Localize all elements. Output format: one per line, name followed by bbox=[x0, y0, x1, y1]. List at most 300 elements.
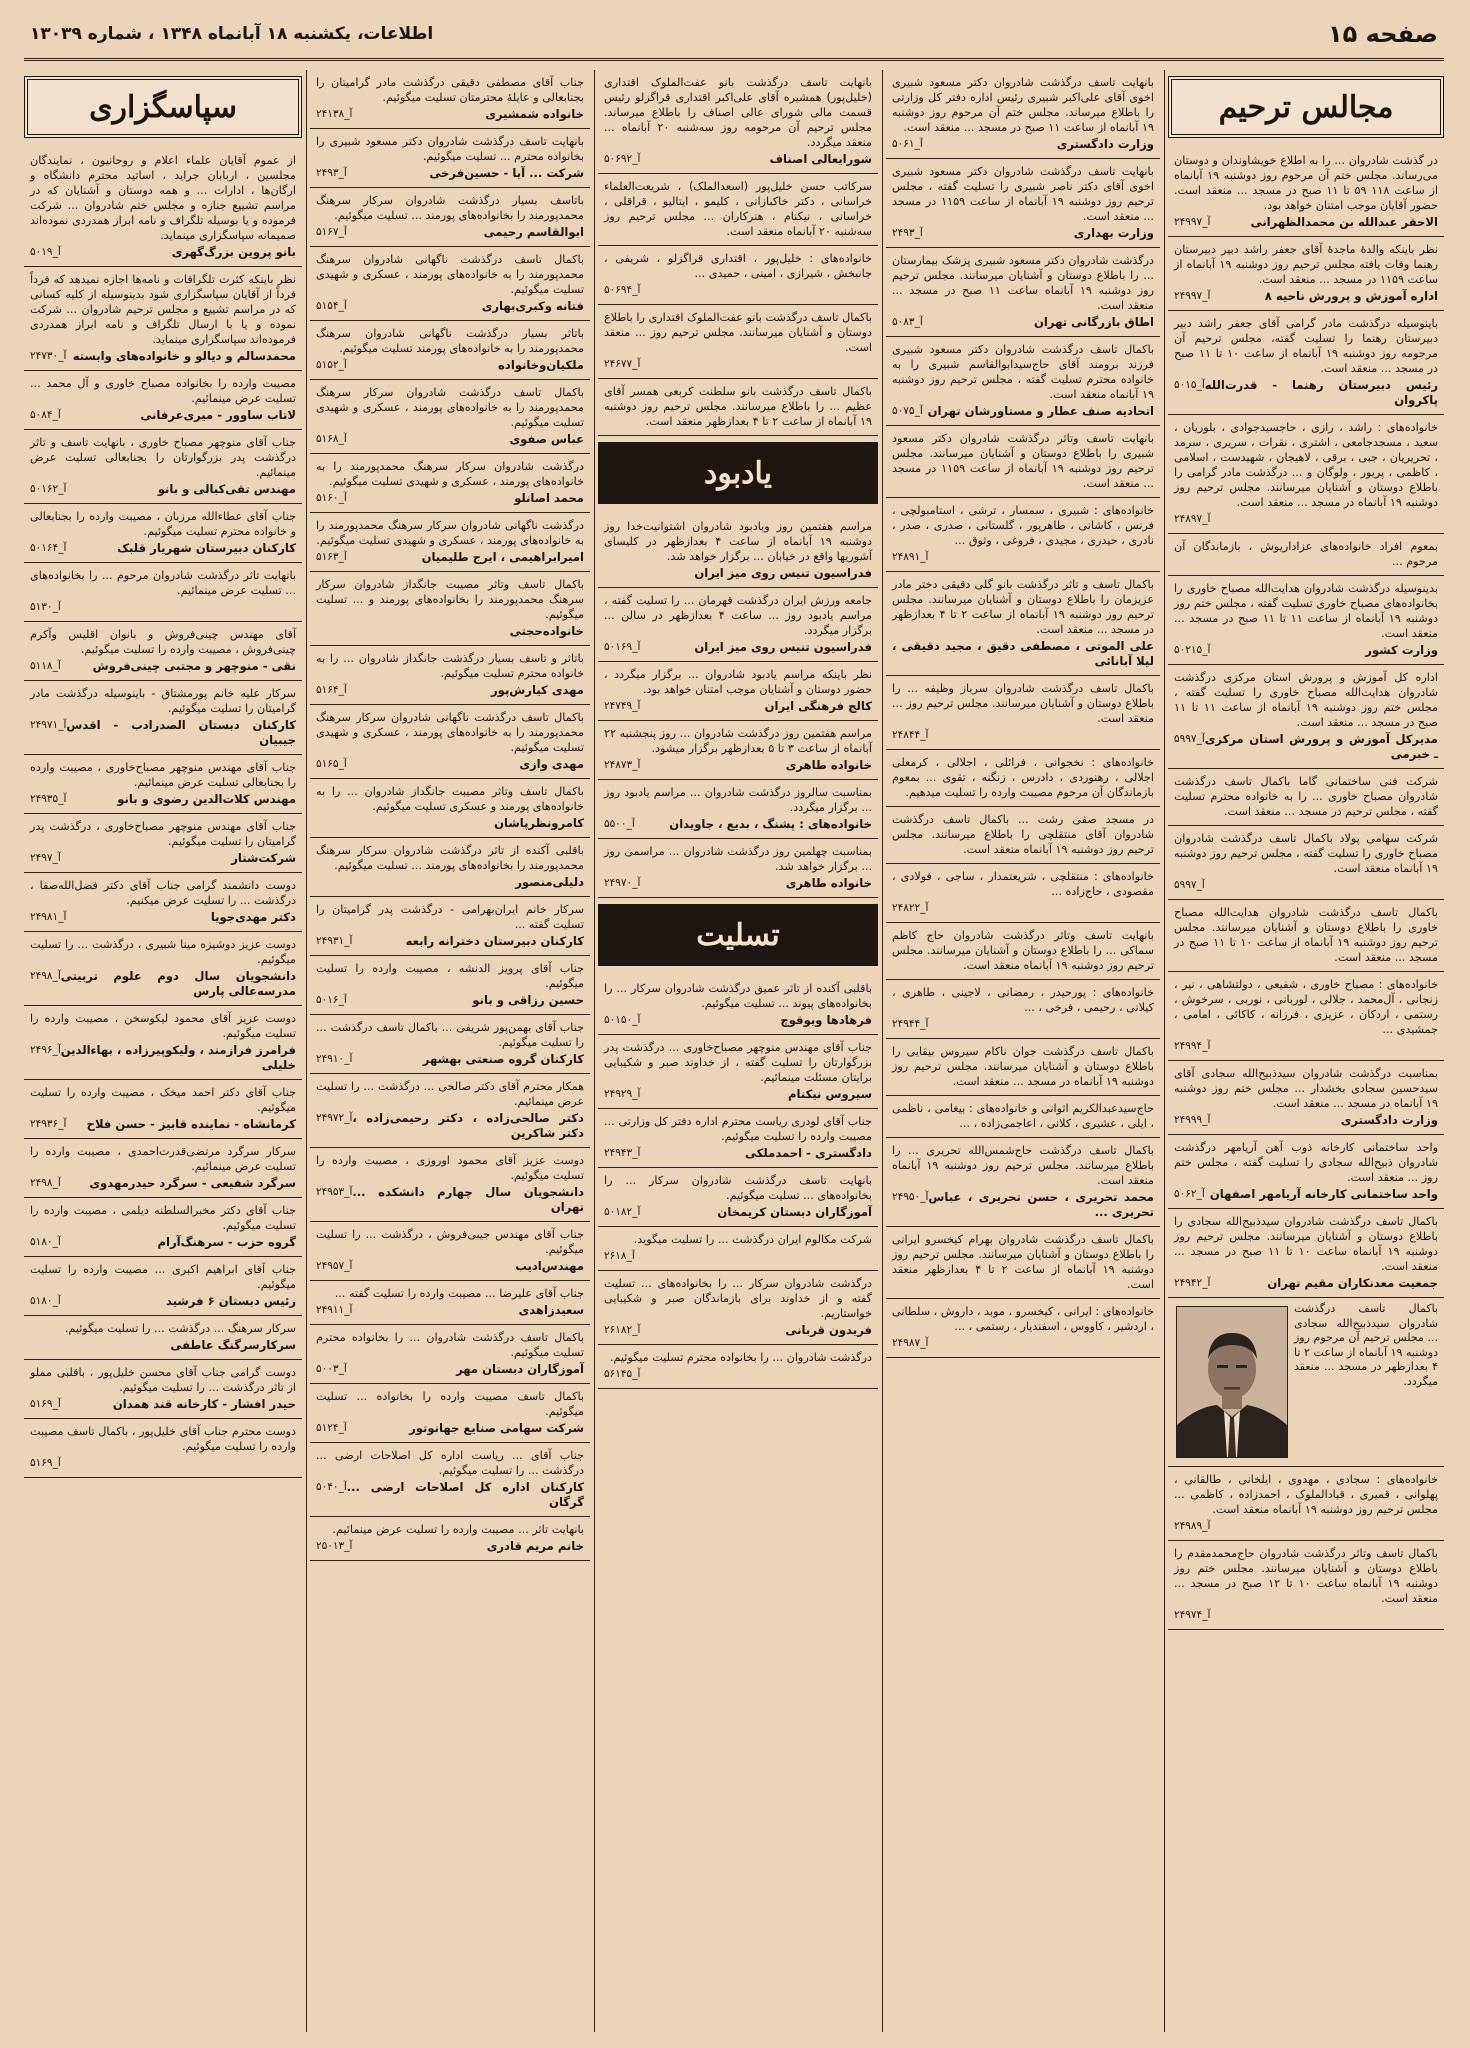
ad-code: آ_۲۴۹۳۶ bbox=[30, 1118, 67, 1130]
ad-code: آ_۲۴۸۹۱ bbox=[892, 551, 929, 563]
notice-signature-row bbox=[604, 1146, 872, 1161]
notice-item bbox=[310, 1517, 590, 1561]
notice-signature: کالج فرهنگی ایران bbox=[764, 699, 872, 713]
notice-item bbox=[24, 1080, 302, 1139]
ad-code: آ_۲۴۹۹۹ bbox=[1174, 1114, 1211, 1126]
notice-text: باکمال تاسف درگذشت شادروان دکتر مسعود شبیری فرزند برومند آقای حاج‌سیدابوالقاسم شبیری را به خانواده محترم تسلیت گفته ، مجلس ترحیم روز دوشنبه ۱۹ آبانماه منعقد است. bbox=[892, 343, 1154, 401]
notice-text: جناب آقای مهندس منوچهر مصباح‌خاوری ... درگذشت پدر بزرگوارتان را تسلیت گفته ، از خداوند صبر و شکیبایی برایتان مسئلت مینمائیم. bbox=[604, 1041, 872, 1084]
notice-text: نظر باینکه والدهٔ ماجدهٔ آقای جعفر راشد دبیر دبیرستان رهنما وفات یافته مجلس ترحیم روز دوشنبه ۱۹ آبانماه از ساعت ۱۱۵۹ در مسجد ... منعقد است. bbox=[1174, 243, 1438, 286]
notice-item bbox=[1168, 769, 1444, 826]
notice-item bbox=[598, 1168, 878, 1227]
notice-signature-row bbox=[892, 1190, 1154, 1220]
ad-code: آ_۵۱۶۴ bbox=[316, 684, 347, 696]
notice-item bbox=[24, 504, 302, 563]
notice-signature: فدراسیون تنیس روی میز ایران bbox=[694, 640, 872, 654]
notice-item bbox=[598, 839, 878, 898]
notice-text: باکمال تاسف درگذشت شادروان بهرام کیخسرو ایرانی را باطلاع دوستان و آشنایان میرسانند. مجلس ترحیم روز دوشنبه ۱۹ آبانماه از ساعت ۲ تا ۴ بعدازظهر منعقد است. bbox=[892, 1233, 1154, 1291]
notice-signature: الاحقر عبدالله بن محمدالظهرانی bbox=[1250, 215, 1438, 229]
notice-signature-row bbox=[30, 969, 296, 999]
notice-signature-row bbox=[30, 1294, 296, 1309]
notice-signature: خانواده طاهری bbox=[785, 758, 872, 772]
notice-text: باقلبی آکنده از تاثر عمیق درگذشت شادروان سرکار ... را بخانواده‌های پیوند ... تسلیت میگوئیم. bbox=[604, 982, 872, 1010]
notice-text: دوست دانشمند گرامی جناب آقای دکتر فضل‌الله‌صفا ، درگذشت ... را تسلیت عرض میکنیم. bbox=[30, 879, 296, 907]
notice-signature-row bbox=[316, 1303, 584, 1318]
ad-code: آ_۵۹۹۷ bbox=[1174, 879, 1205, 891]
notice-item bbox=[24, 814, 302, 873]
notice-item bbox=[310, 1281, 590, 1325]
column-1-mourning bbox=[1168, 70, 1444, 2032]
notice-signature: لاتاب ساوور - میری‌عرفانی bbox=[140, 408, 296, 422]
ad-code: آ_۵۰۱۶ bbox=[316, 994, 347, 1006]
section-title-mourning: مجالس ترحیم bbox=[1168, 76, 1444, 138]
notice-signature: مهندس کلات‌الدین رضوی و بانو bbox=[117, 792, 296, 806]
notice-item bbox=[1168, 237, 1444, 311]
notice-signature-row bbox=[30, 541, 296, 556]
notice-text: شرکت سهامی پولاد باکمال تاسف درگذشت شادروان مصباح خاوری را تسلیت گفته ، مجلس ترحیم روز دوشنبه ۱۹ آبانماه منعقد است. bbox=[1174, 832, 1438, 875]
notice-text: خانواده‌های : مصباح خاوری ، شفیعی ، دولتشاهی ، نیر ، زنجانی ، آل‌محمد ، جلالی ، لوربانی ، نوربی ، سرخوش ، رستمی ، اردکان ، عزیزی ، فرزانه ، کاکائی ، امامی ، جمشیدی ... bbox=[1174, 978, 1438, 1036]
notice-signature: کارکنان دبستان الصدرادب - اقدس جیبیان bbox=[66, 718, 296, 747]
notice-item bbox=[1168, 1061, 1444, 1135]
notice-text: در گذشت شادروان ... را به اطلاع خویشاوندان و دوستان می‌رساند. مجلس ختم آن مرحوم روز دوشنبه ۱۹ آبانماه از ساعت ۱۱۸ ۵۹ تا ۱۱ صبح در مسجد ... منعقد است. حضور آقایان موجب امتنان خواهد بود. bbox=[1174, 154, 1438, 212]
section-title-thanks: سپاسگزاری bbox=[24, 76, 302, 138]
notice-signature: علی الموتی ، مصطفی دقیق ، مجید دقیقی ، لیلا آبانائی bbox=[892, 639, 1154, 668]
notice-text: باتاثر بسیار درگذشت ناگهانی شادروان سرهنگ محمدپورمند را به خانواده‌های پورمند تسلیت میگوئیم. bbox=[316, 327, 584, 355]
notice-text: بانهایت تاسف وتاثر درگذشت شادروان دکتر مسعود شبیری را باطلاع دوستان و آشنایان میرسانند. مجلس ترحیم روز دوشنبه ۱۹ آبانماه از ساعت ۱۱۵۹ در مسجد ... منعقد است. bbox=[892, 432, 1154, 490]
notice-text: باکمال تاسف درگذشت جوان ناکام سیروس بیقایی را باطلاع دوستان و آشنایان میرسانند. مجلس ترحیم روز دوشنبه ۱۹ آبانماه در مسجد ... منعقد است. bbox=[892, 1045, 1154, 1088]
ad-code: آ_۲۴۹۸۱ bbox=[30, 911, 67, 923]
paper-date-issue: اطلاعات، یکشنبه ۱۸ آبانماه ۱۳۴۸ ، شماره ۱۳۰۳۹ bbox=[30, 24, 434, 44]
ad-code: آ_۲۴۹۷۰ bbox=[604, 877, 641, 889]
ad-code: آ_۵۰۱۸۲ bbox=[604, 1206, 641, 1218]
notice-item bbox=[598, 70, 878, 174]
ad-code: آ_۲۴۹۷ bbox=[30, 852, 61, 864]
notice-signature-row bbox=[892, 226, 1154, 241]
notice-item bbox=[24, 1139, 302, 1198]
notice-signature: خانواده طاهری bbox=[785, 876, 872, 890]
notice-signature-row bbox=[316, 166, 584, 181]
notice-signature-row bbox=[316, 358, 584, 373]
notice-signature-row bbox=[316, 1539, 584, 1554]
ad-code: آ_۵۱۶۹ bbox=[30, 1457, 61, 1469]
notice-text: بانهایت تاسف درگذشت شادروان دکتر مسعود شبیری اخوی آقای دکتر ناصر شبیری را تسلیت گفته ، مجلس ترحیم روز دوشنبه ۱۹ آبانماه از ساعت ۱۱۵۹ در مسجد ... منعقد است. bbox=[892, 165, 1154, 223]
notice-item bbox=[886, 337, 1160, 426]
notice-signature-row bbox=[316, 550, 584, 565]
ad-code: آ_۲۴۹۳ bbox=[316, 167, 347, 179]
notice-text: جامعه ورزش ایران درگذشت قهرمان ... را تسلیت گفته ، مراسم یادبود روز ... ساعت ۴ بعدازظهر در سالن ... برگزار میگردد. bbox=[604, 594, 872, 637]
ad-code: آ_۵۱۶۰ bbox=[316, 492, 347, 504]
ad-code: آ_۵۰۶۹۲ bbox=[604, 153, 641, 165]
notice-text: شرکت فنی ساختمانی گاما باکمال تاسف درگذشت شادروان مصباح خاوری ... را به خانواده محترم تسلیت گفته ، مجلس ترحیم در مسجد ... منعقد است. bbox=[1174, 775, 1438, 818]
notice-signature: ملکیان‌وخانواده bbox=[498, 358, 584, 372]
notice-item bbox=[1168, 1135, 1444, 1209]
notice-signature: محمد تحریری ، حسن تحریری ، عباس تحریری ... bbox=[928, 1190, 1154, 1219]
ad-code: آ_۲۴۹۵۷ bbox=[316, 1260, 353, 1272]
notice-signature: حسین رزاقی و بانو bbox=[472, 993, 584, 1007]
notice-item bbox=[1168, 826, 1444, 900]
page-masthead bbox=[24, 14, 1444, 61]
notice-text: دوست محترم جناب آقای خلیل‌پور ، باکمال تاسف مصیبت وارده را تسلیت میگوئیم. bbox=[30, 1425, 296, 1453]
notice-signature-row bbox=[316, 299, 584, 314]
ad-code: آ_۲۴۹۷۲ bbox=[316, 1112, 353, 1124]
notice-signature-row bbox=[604, 758, 872, 773]
ad-code: آ_۵۰۱۶۹ bbox=[604, 641, 641, 653]
notice-signature-row bbox=[30, 349, 296, 364]
notice-text: بمناسبت چهلمین روز درگذشت شادروان ... مراسمی روز ... برگزار خواهد شد. bbox=[604, 845, 872, 873]
notice-signature-row bbox=[30, 1397, 296, 1412]
notice-item bbox=[886, 248, 1160, 337]
notice-signature-row bbox=[604, 1013, 872, 1028]
notice-text: بدینوسیله درگذشت شادروان هدایت‌الله مصباح خاوری را بخانواده‌های مصباح خاوری تسلیت گفته ، مجلس ختم روز دوشنبه ۱۹ آبانماه از ساعت ۱۱ تا ۱۱ صبح در مسجد ... منعقد است. bbox=[1174, 582, 1438, 640]
ad-code: آ_۵۰۱۵۰ bbox=[604, 1014, 641, 1026]
notice-item bbox=[598, 662, 878, 721]
notice-item bbox=[24, 1360, 302, 1419]
notice-signature: سرگرد شفیعی - سرگرد حیدرمهدوی bbox=[89, 1176, 296, 1190]
notice-text: سرکار علیه خانم پورمشتاق - باینوسیله درگذشت مادر گرامیتان را تسلیت میگوئیم. bbox=[30, 687, 296, 715]
notice-signature-row bbox=[1174, 1608, 1438, 1623]
notice-text: سرکار سرگرد مرتضی‌قدرت‌احمدی ، مصیبت وارده را تسلیت عرض مینمائیم. bbox=[30, 1145, 296, 1173]
notice-item bbox=[24, 267, 302, 371]
ad-code: آ_۲۴۷۴۹ bbox=[604, 700, 641, 712]
notice-text: جناب آقای لودری ریاست محترم اداره دفتر کل وزارتی ... مصیبت وارده را تسلیت میگوئیم. bbox=[604, 1115, 872, 1143]
ad-code: آ_۲۴۹۱۱ bbox=[316, 1304, 353, 1316]
ad-code: آ_۲۴۸۲۲ bbox=[892, 902, 929, 914]
notice-item bbox=[1168, 1541, 1444, 1630]
ad-code: آ_۵۰۸۳ bbox=[892, 316, 923, 328]
notice-item bbox=[886, 70, 1160, 159]
notice-text: جناب آقای ابراهیم اکبری ... مصیبت وارده را تسلیت میگوئیم. bbox=[30, 1263, 296, 1291]
column-divider bbox=[306, 70, 307, 2032]
ad-code: آ_۵۱۵۴ bbox=[316, 300, 347, 312]
notice-signature: آموزگاران دبستان مهر bbox=[456, 1362, 584, 1376]
notice-signature-row bbox=[892, 137, 1154, 152]
notice-signature-row bbox=[892, 315, 1154, 330]
notices-list bbox=[1168, 1467, 1444, 1630]
notice-text: بمناسبت درگذشت شادروان سیدذبیح‌الله سجادی آقای سیدحسین سجادی بخشدار ... مجلس ختم روز دوشنبه ۱۹ آبانماه در مسجد ... منعقد است. bbox=[1174, 1067, 1438, 1110]
ad-code: آ_۵۱۲۴ bbox=[316, 1422, 347, 1434]
notice-text: جناب آقای ... ریاست اداره کل اصلاحات ارضی ... درگذشت ... را تسلیت میگوئیم. bbox=[316, 1449, 584, 1477]
notice-text: بانهایت تاسف درگذشت شادروان سرکار ... را بخانواده‌های ... تسلیت میگوئیم. bbox=[604, 1174, 872, 1202]
ad-code: آ_۲۴۹۲۹ bbox=[604, 1088, 641, 1100]
notice-text: جناب آقای عطاءالله مرزبان ، مصیبت وارده را بجنابعالی و خانواده محترم تسلیت میگوئیم. bbox=[30, 510, 296, 538]
notices-list bbox=[598, 70, 878, 436]
notice-signature-row bbox=[30, 245, 296, 260]
notice-item bbox=[1168, 311, 1444, 415]
notice-item bbox=[598, 1035, 878, 1109]
notice-text: در مسجد صفی رشت ... باکمال تاسف درگذشت شادروان آقای منتقلچی را باطلاع میرسانند. مجلس ترحیم روز دوشنبه ۱۹ آبانماه منعقد است. bbox=[892, 813, 1154, 856]
notice-item bbox=[24, 932, 302, 1006]
ad-code: آ_۲۴۸۷۳ bbox=[604, 759, 641, 771]
ad-code: آ_۲۵۰۱۳ bbox=[316, 1540, 353, 1552]
notice-signature: مهندس‌ادیب bbox=[515, 1259, 584, 1273]
notice-signature-row bbox=[316, 1480, 584, 1510]
notice-text: دوست عزیز دوشیزه مینا شبیری ، درگذشت ... را تسلیت میگوئیم. bbox=[30, 938, 296, 966]
notice-text: مراسم هفتمین روز وبادبود شادروان اشتوانیت‌خدا روز دوشنبه ۱۹ آبانماه از ساعت ۴ بعدازظهر در کلیسای آشوریها واقع در خیابان ... برگزار خواهد شد. bbox=[604, 520, 872, 563]
notice-signature-row bbox=[892, 728, 1154, 743]
notice-signature-row bbox=[604, 357, 872, 372]
notice-signature-row bbox=[30, 408, 296, 423]
notice-signature-row bbox=[316, 624, 584, 639]
ad-code: آ_۲۴۹۳۱ bbox=[316, 935, 353, 947]
notice-text: حاج‌سیدعبدالکریم اثوانی و خانواده‌های : بیغامی ، ناظمی ، ایلی ، عشیری ، کلانی ، اعاجمی‌زاده ، ... bbox=[892, 1102, 1154, 1130]
notice-text: جناب آقای بهمن‌پور شریفی ... باکمال تاسف درگذشت ... را تسلیت میگوئیم. bbox=[316, 1021, 584, 1049]
notice-item bbox=[598, 588, 878, 662]
notice-signature: بانو پروین بزرگ‌گهری bbox=[171, 245, 296, 259]
portrait-photo bbox=[1176, 1306, 1288, 1458]
ad-code: آ_۵۰۶۲ bbox=[1174, 1188, 1205, 1200]
ad-code: آ_۲۴۸۴۴ bbox=[892, 729, 929, 741]
ad-code: آ_۵۱۶۷ bbox=[316, 226, 347, 238]
ad-code: آ_۵۵۰۰ bbox=[604, 818, 635, 830]
notice-signature: مهندس تقی‌کبالی و بانو bbox=[157, 482, 296, 496]
notice-text: بانهایت تاسف درگذشت شادروان دکتر مسعود شبیری را بخانواده محترم ... تسلیت میگوئیم. bbox=[316, 135, 584, 163]
ad-code: آ_۲۴۹۷۱ bbox=[30, 719, 67, 731]
notice-item bbox=[310, 897, 590, 956]
notice-signature-row bbox=[316, 816, 584, 831]
ad-code: آ_۲۶۱۸ bbox=[604, 1250, 635, 1262]
notice-signature-row bbox=[30, 1176, 296, 1191]
notice-signature-row bbox=[1174, 1187, 1438, 1202]
notice-signature-row bbox=[1174, 512, 1438, 527]
notice-text: جناب آقای مصطفی دقیقی درگذشت مادر گرامیتان را بجنابعالی و عایلهٔ محترمتان تسلیت میگوئیم. bbox=[316, 76, 584, 104]
notice-signature: عباس صفوی bbox=[509, 432, 584, 446]
notice-signature-row bbox=[316, 1111, 584, 1141]
notices-list bbox=[1168, 148, 1444, 1298]
notice-signature-row bbox=[316, 757, 584, 772]
ad-code: آ_۵۱۶۳ bbox=[316, 551, 347, 563]
column-4 bbox=[310, 70, 590, 2032]
notice-signature: دادگستری - احمدملکی bbox=[744, 1146, 872, 1160]
notice-signature: شرکت ... آیا - حسین‌فرخی bbox=[429, 166, 584, 180]
notice-signature: کارکنان دبیرستان دخترانه رابعه bbox=[405, 934, 584, 948]
notice-signature: کامرونظرپاشان bbox=[494, 816, 584, 830]
notice-signature-row bbox=[1174, 1113, 1438, 1128]
notice-signature-row bbox=[892, 639, 1154, 669]
notice-item bbox=[886, 426, 1160, 498]
notice-item bbox=[886, 923, 1160, 980]
notice-item bbox=[310, 513, 590, 572]
notice-item bbox=[598, 305, 878, 379]
notice-item bbox=[310, 321, 590, 380]
notice-text: واحد ساختمانی کارخانه ذوب آهن آریامهر درگذشت شادروان ذبیح‌الله سجادی را تسلیت گفته ، مجلس ختم روز ... منعقد است. bbox=[1174, 1141, 1438, 1184]
ad-code: آ_۲۴۹۹۷ bbox=[1174, 216, 1211, 228]
notice-signature-row bbox=[604, 1205, 872, 1220]
notice-signature-row bbox=[316, 683, 584, 698]
ad-code: آ_۲۴۹۸ bbox=[30, 970, 61, 982]
notice-signature-row bbox=[1174, 732, 1438, 762]
notice-signature-row bbox=[604, 1087, 872, 1102]
notice-item bbox=[1168, 1209, 1444, 1298]
notice-text: دوست گرامی جناب آقای محسن خلیل‌پور ، باقلبی مملو از تاثر درگذشت ... را تسلیت میگوئیم. bbox=[30, 1366, 296, 1394]
notice-signature: اداره آموزش و پرورش ناحیه ۸ bbox=[1264, 289, 1438, 303]
notice-signature-row bbox=[892, 901, 1154, 916]
photo-notice-text: باکمال تاسف درگذشت شادروان سیدذبیح‌الله سجادی ... مجلس ترحیم آن مرحوم روز دوشنبه ۱۹ آبانماه از ساعت ۲ تا ۴ بعدازظهر در مسجد ... منعقد میگردد. bbox=[1294, 1302, 1438, 1388]
notice-text: بانهایت تاسف وتاثر درگذشت شادروان حاج کاظم سماکی ... را باطلاع دوستان و آشنایان میرسانند. مجلس ترحیم روز دوشنبه ۱۹ آبانماه منعقد است. bbox=[892, 929, 1154, 972]
notice-signature-row bbox=[604, 1323, 872, 1338]
notice-item bbox=[598, 1271, 878, 1345]
notice-item bbox=[310, 956, 590, 1015]
notice-text: باقلبی آکنده از تاثر درگذشت شادروان سرکار سرهنگ محمدپورمند را بخانواده‌های پورمند ... تسلیت میگوئیم. bbox=[316, 844, 584, 872]
notice-text: دوست عزیز آقای محمود اوروزی ، مصیبت وارده را تسلیت میگوئیم. bbox=[316, 1154, 584, 1182]
notice-text: جناب آقای مهندس منوچهر مصباح‌خاوری ، مصیبت وارده را بجنابعالی تسلیت عرض مینمائیم. bbox=[30, 761, 296, 789]
notice-signature: فتانه وکبری‌بهاری bbox=[481, 299, 584, 313]
ad-code: آ_۲۴۸۹۷ bbox=[1174, 513, 1211, 525]
notice-signature-row bbox=[30, 659, 296, 674]
notice-text: درگذشت شادروان سرکار ... را بخانواده‌های ... تسلیت گفته و از خداوند برای بازماندگان صبر و شکیبایی خواستاریم. bbox=[604, 1277, 872, 1320]
ad-code: آ_۵۰۱۹ bbox=[30, 246, 61, 258]
notice-signature-row bbox=[604, 1249, 872, 1264]
notice-item bbox=[310, 247, 590, 321]
notice-signature-row bbox=[604, 817, 872, 832]
notice-signature: کارکنان اداره کل اصلاحات ارضی ... گرگان bbox=[346, 1480, 584, 1509]
notice-text: بانهایت تاسف درگذشت شادروان دکتر مسعود شبیری اخوی آقای علی‌اکبر شبیری رئیس اداره دفتر کل وزارتی را باطلاع میرساند. مجلس ختم آن مرحوم روز دوشنبه ۱۹ آبانماه از ساعت ۱۱ صبح در مسجد ... منعقد است. bbox=[892, 76, 1154, 134]
notice-item bbox=[886, 1299, 1160, 1358]
column-divider bbox=[1164, 70, 1165, 2032]
notice-signature: خانواده‌های : پشنگ ، بدیع ، جاویدان bbox=[669, 817, 872, 831]
notice-text: خانواده‌های : ایرانی ، کیخسرو ، موبد ، داروش ، سلطانی ، اردشیر ، کاووس ، اسفندیار ، رستمی ، ... bbox=[892, 1305, 1154, 1333]
notice-signature-row bbox=[1174, 1276, 1438, 1291]
notice-signature: اطاق بازرگانی تهران bbox=[1033, 315, 1154, 329]
notice-signature-row bbox=[316, 1259, 584, 1274]
notice-signature: وزارت بهداری bbox=[1073, 226, 1154, 240]
notice-text: باکمال تاسف درگذشت شادروان هدایت‌الله مصباح خاوری را باطلاع دوستان و آشنایان میرسانند. مجلس ترحیم روز دوشنبه ۱۹ آبانماه از ساعت ۱۰ تا ۱۱ صبح در مسجد ... منعقد است. bbox=[1174, 906, 1438, 964]
notice-item bbox=[598, 514, 878, 588]
notice-text: جناب آقای دکتر احمد میخک ، مصیبت وارده را تسلیت میگوئیم. bbox=[30, 1086, 296, 1114]
notice-item bbox=[310, 646, 590, 705]
notice-item bbox=[310, 779, 590, 838]
ad-code: آ_۲۴۹۹۴ bbox=[1174, 1040, 1211, 1052]
notice-signature: حیدر افشار - کارخانه قند همدان bbox=[112, 1397, 296, 1411]
notice-text: باکمال تاسف و تاثر درگذشت بانو گلی دقیقی دختر مادر عزیزمان را باطلاع دوستان و آشنایان میرسانند. مجلس ترحیم روز دوشنبه ۱۹ آبانماه از ساعت ۲ تا ۴ بعدازظهر در مسجد ... منعقد است. bbox=[892, 578, 1154, 636]
notice-text: درگذشت شادروان سرکار سرهنگ محمدپورمند را به خانواده‌های پورمند ، عسکری و شهیدی تسلیت میگوئیم. bbox=[316, 460, 584, 488]
notice-signature: خانواده‌حجتی bbox=[509, 624, 584, 638]
notice-item bbox=[310, 188, 590, 247]
notice-signature: اتحادیه صنف عطار و مستاورشان تهران bbox=[927, 404, 1154, 418]
notice-item bbox=[1168, 576, 1444, 665]
column-divider bbox=[594, 70, 595, 2032]
notice-text: باکمال تاسف درگذشت شادروان سرباز وظیفه ... را باطلاع دوستان و آشنایان میرسانند. مجلس ترحیم روز ... منعقد است. bbox=[892, 682, 1154, 725]
ad-code: آ_۲۴۹۴۲ bbox=[1174, 1277, 1211, 1289]
notice-signature-row bbox=[1174, 643, 1438, 658]
notice-signature-row bbox=[316, 1362, 584, 1377]
notice-signature: آموزگاران دبستان کریمخان bbox=[717, 1205, 872, 1219]
notice-signature: محمدسالم و دیالو و خانواده‌های وابسته bbox=[72, 349, 296, 363]
notice-item bbox=[1168, 1467, 1444, 1541]
ad-code: آ_۵۰۶۱ bbox=[892, 138, 923, 150]
notice-signature: خانواده شمشیری bbox=[485, 107, 584, 121]
notice-item bbox=[310, 838, 590, 897]
thanks-list bbox=[24, 148, 302, 371]
notice-signature: کارکنان دبیرستان شهریار قلبک bbox=[117, 541, 296, 555]
ad-code: آ_۲۴۹۷۴ bbox=[1174, 1609, 1211, 1621]
ad-code: آ_۲۴۹۵۰ bbox=[892, 1191, 929, 1203]
notice-signature-row bbox=[892, 1336, 1154, 1351]
notice-signature-row bbox=[30, 851, 296, 866]
ad-code: آ_۲۴۶۷۷ bbox=[604, 358, 641, 370]
ad-code: آ_۵۱۶۵ bbox=[316, 758, 347, 770]
notice-text: درگذشت شادروان ... را بخانواده محترم تسلیت میگوئیم. bbox=[609, 1351, 872, 1364]
notice-text: باکمال تاسف درگذشت شادروان ... را بخانواده محترم تسلیت میگوئیم. bbox=[316, 1331, 584, 1359]
notice-item bbox=[886, 1138, 1160, 1227]
notice-signature-row bbox=[604, 566, 872, 581]
notices-list bbox=[598, 976, 878, 1389]
ad-code: آ_۵۱۸۰ bbox=[30, 1295, 61, 1307]
notice-item bbox=[886, 498, 1160, 572]
notice-item bbox=[310, 380, 590, 454]
notice-signature: شورایعالی اصناف bbox=[769, 152, 872, 166]
ad-code: آ_۵۰۱۶۲ bbox=[30, 483, 67, 495]
notice-text: باتاثر و تاسف بسیار درگذشت جانگداز شادروان ... را به خانواده محترم تسلیت میگوئیم. bbox=[316, 652, 584, 680]
notice-signature-row bbox=[604, 640, 872, 655]
notice-signature: مدیرکل آموزش و پرورش استان مرکزی ـ خبرمی bbox=[1204, 732, 1438, 761]
notice-text: بانهایت تاسف درگذشت بانو عفت‌الملوک اقتداری (خلیل‌پور) همشیره آقای علی‌اکبر اقتداری قراگزلو رئیس قسمت مالی شورای عالی اصناف را باطلاع میرساند. مجلس ترحیم آن مرحومه روز سه‌شنبه ۲۰ آبانماه ... منعقد میگردد. bbox=[604, 76, 873, 149]
notice-item bbox=[24, 1198, 302, 1257]
notice-text: سرکار سرهنگ ... درگذشت ... را تسلیت میگوئیم. bbox=[64, 1322, 296, 1335]
notice-item bbox=[886, 980, 1160, 1039]
notice-signature-row bbox=[316, 107, 584, 122]
notice-item bbox=[886, 1039, 1160, 1096]
notice-signature-row bbox=[1174, 878, 1438, 893]
notice-text: دوست عزیز آقای محمود لیکوسخن ، مصیبت وارده را تسلیت میگوئیم. bbox=[30, 1012, 296, 1040]
notice-text: جناب آقای دکتر مخبرالسلطنه دیلمی ، مصیبت وارده را تسلیت میگوئیم. bbox=[30, 1204, 296, 1232]
notice-signature: دانشجویان سال چهارم دانشکده ... تهران bbox=[352, 1185, 584, 1214]
notice-item bbox=[886, 572, 1160, 676]
notice-text: باکمال تاسف درگذشت بانو سلطنت کربعی همسر آقای عظیم ... را باطلاع میرسانند. مجلس ترحیم روز دوشنبه ۱۹ آبانماه از ساعت ۲ تا ۴ بعدازظهر منعقد است. bbox=[604, 385, 872, 428]
notice-signature-row bbox=[316, 491, 584, 506]
notice-signature-row bbox=[30, 600, 296, 615]
notice-item bbox=[310, 1222, 590, 1281]
notice-item bbox=[886, 1096, 1160, 1138]
notice-signature-row bbox=[30, 792, 296, 807]
ad-code: آ_۵۹۹۷ bbox=[1174, 733, 1205, 745]
ad-code: آ_۵۰۷۵ bbox=[892, 405, 923, 417]
ad-code: آ_۲۴۹۶ bbox=[30, 1044, 61, 1056]
notice-signature: واحد ساختمانی کارخانه آریامهر اصفهان bbox=[1209, 1187, 1438, 1201]
notice-signature: فریدون قربانی bbox=[785, 1323, 872, 1337]
notice-item bbox=[1168, 900, 1444, 972]
notice-item bbox=[598, 780, 878, 839]
notice-signature-row bbox=[316, 1185, 584, 1215]
notice-text: مصیبت وارده را بخانواده مصباح خاوری و آل محمد ... تسلیت عرض مینمائیم. bbox=[30, 377, 296, 405]
notice-text: از عموم آقایان علماء اعلام و روحانیون ، نمایندگان مجلسین ، اربابان جراید ، اساتید محترم دانشگاه و ارگان‌ها ، ادارات ... و همه دوستان و آشنایان که در مراسم تشییع جنازه و مجلس ختم شادروان ... شرکت فرموده و یا بوسیله تلگراف و نامه ابراز همدردی نموده‌اند صمیمانه سپاسگزاری مینماید. bbox=[30, 154, 296, 242]
notice-item bbox=[310, 572, 590, 646]
notice-text: همکار محترم آقای دکتر صالحی ... درگذشت ... را تسلیت عرض مینمائیم. bbox=[316, 1080, 584, 1108]
notice-signature: وزارت کشور bbox=[1365, 643, 1438, 657]
notice-item bbox=[24, 1257, 302, 1316]
notice-text: سرکاتب حسن خلیل‌پور (اسعدالملک) ، شریعت‌العلماء خراسانی ، دکتر خاکبازانی ، کلیمو ، ایتالیو ، قراقلی ، خراسانی ، نیکنام ، هنرکاران ... مجلس ترحیم روز سه‌شنبه ۲۰ آبانماه منعقد است. bbox=[604, 180, 872, 238]
notice-signature: سیروس نیکنام bbox=[788, 1087, 872, 1101]
notice-item bbox=[598, 1345, 878, 1389]
notice-signature-row bbox=[30, 1117, 296, 1132]
notice-item bbox=[1168, 415, 1444, 534]
notice-item bbox=[598, 246, 878, 305]
photo-notice bbox=[1168, 1298, 1444, 1467]
notice-signature-row bbox=[604, 152, 872, 167]
notice-item bbox=[24, 681, 302, 755]
notices-list bbox=[598, 514, 878, 898]
notice-signature-row bbox=[604, 1367, 872, 1382]
notice-text: مراسم هفتمین روز درگذشت شادروان ... روز پنجشنبه ۲۲ آبانماه از ساعت ۳ تا ۵ بعدازظهر برگزار میشود. bbox=[604, 727, 872, 755]
ad-code: آ_۵۱۵۲ bbox=[316, 359, 347, 371]
notice-item bbox=[598, 174, 878, 246]
notice-text: جناب آقای مهندس جیبی‌فروش ، درگذشت ... را تسلیت میگوئیم. bbox=[316, 1228, 584, 1256]
notice-item bbox=[886, 676, 1160, 750]
notice-text: خانواده‌های : نخجوانی ، فرائلی ، اجلالی ، کرمعلی اجلالی ، رهنوردی ، دادرس ، زنگنه ، تقوی ... بمعوم بازماندگان آن مرحوم مصیبت وارده را تسلیت میدهیم. bbox=[892, 756, 1154, 799]
notice-signature: خانم مریم قادری bbox=[486, 1539, 584, 1553]
column-3 bbox=[598, 70, 878, 2032]
notice-signature: رئیس دبیرستان رهنما - قدرت‌الله پاکروان bbox=[1204, 378, 1438, 407]
notice-signature: امیرابراهیمی ، ایرج طلیمیان bbox=[421, 550, 584, 564]
notice-text: نظر باینکه مراسم یادبود شادروان ... برگزار میگردد ، حضور دوستان و آشنایان موجب امتنان خواهد بود. bbox=[604, 668, 872, 696]
